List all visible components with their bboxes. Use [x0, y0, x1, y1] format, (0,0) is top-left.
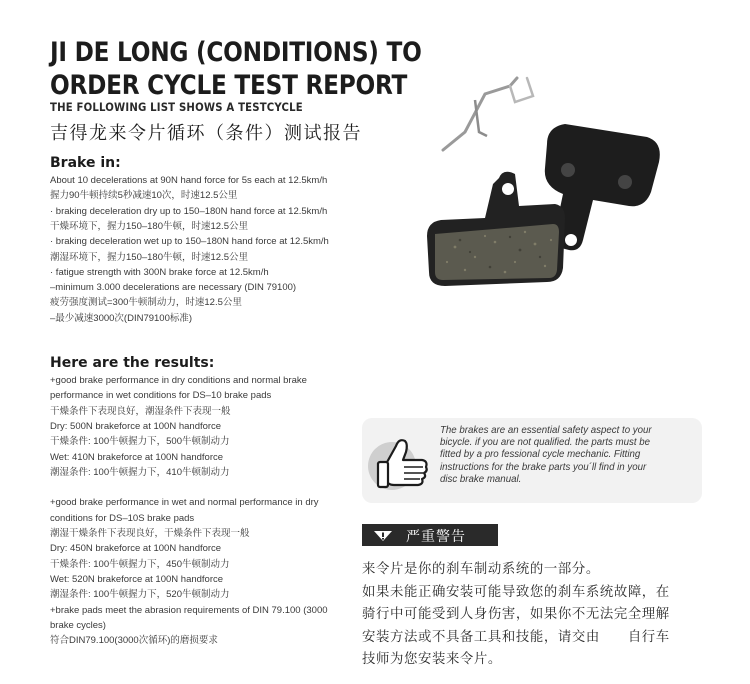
result-line: 符合DIN79.100(3000次循环)的磨损要求 [50, 635, 218, 647]
chinese-title: 吉得龙来令片循环（条件）测试报告 [50, 123, 362, 143]
chinese-warning-line: 骑行中可能受到人身伤害，如果你不无法完全理解 [362, 606, 670, 621]
result-line: Wet: 410N brakeforce at 100N handforce [50, 451, 224, 463]
safety-notice-text [440, 425, 695, 486]
result-line: brake cycles) [50, 619, 106, 631]
result-line: Wet: 520N brakeforce at 100N handforce [50, 573, 224, 585]
notice-line: disc brake manual. [440, 473, 522, 485]
brake-in-heading: Brake in: [50, 155, 121, 171]
result-line: Dry: 450N brakeforce at 100N handforce [50, 543, 222, 555]
brake-in-line: –最少减速3000次(DIN79100标准) [50, 312, 193, 324]
brake-in-line: About 10 decelerations at 90N hand force for 5s each at 12.5km/h [50, 175, 328, 186]
brake-in-line: 握力90牛顿持续5秒减速10次，时速12.5公里 [50, 190, 238, 202]
result-line: 干燥条件: 100牛顿握力下，500牛顿制动力 [50, 436, 230, 448]
result-line: 潮湿条件: 100牛顿握力下，410牛顿制动力 [50, 466, 230, 478]
notice-line: bicycle. if you are not qualified. the parts must be [440, 437, 651, 449]
brake-in-line: 干燥环境下，握力150–180牛顿，时速12.5公里 [50, 220, 248, 232]
brake-in-line: · braking deceleration dry up to 150–180N hand force at 12.5km/h [50, 205, 328, 217]
chinese-warning-line: 技师为您安装来令片。 [362, 651, 502, 666]
result-line: 潮湿条件: 100牛顿握力下，520牛顿制动力 [50, 589, 230, 601]
result-line: +brake pads meet the abrasion requirements of DIN 79.100 (3000 [50, 604, 328, 616]
notice-line: The brakes are an essential safety aspect to your [440, 425, 652, 436]
brake-in-line: · braking deceleration wet up to 150–180N hand force at 12.5km/h [50, 236, 329, 248]
brake-in-line: · fatigue strength with 300N brake force at 12.5km/h [50, 266, 269, 278]
result-line: +good brake performance in dry conditions and normal brake [50, 375, 307, 386]
result-line: 潮湿干燥条件下表现良好，干燥条件下表现一般 [50, 528, 250, 539]
result-line: 干燥条件下表现良好，潮湿条件下表现一般 [50, 405, 231, 417]
result-line: conditions for DS–10S brake pads [50, 512, 195, 524]
result-line: Dry: 500N brakeforce at 100N handforce [50, 420, 222, 432]
chinese-warning-line: 安装方法或不具备工具和技能，请交由 自行车 [362, 628, 670, 644]
result-line: performance in wet conditions for DS–10 brake pads [50, 390, 272, 402]
title-line-1: JI DE LONG (CONDITIONS) TO [50, 37, 422, 68]
page-title [50, 36, 422, 102]
brake-pads-image [415, 72, 695, 292]
chinese-warning-line: 来令片是你的刹车制动系统的一部分。 [362, 561, 600, 576]
subtitle: THE FOLLOWING LIST SHOWS A TESTCYCLE [50, 100, 303, 114]
notice-line: fitted by a pro fessional cycle mechanic. Fitting [440, 449, 641, 461]
brake-in-line: –minimum 3.000 decelerations are necessary (DIN 79100) [50, 282, 297, 294]
result-line: +good brake performance in wet and normal performance in dry [50, 497, 319, 509]
title-line-2: ORDER CYCLE TEST REPORT [50, 70, 408, 101]
brake-in-line: 潮湿环境下，握力150–180牛顿，时速12.5公里 [50, 251, 248, 263]
thumbs-up-icon [366, 426, 434, 496]
alert-label: 严重警告 [406, 528, 466, 544]
chinese-warning-line: 如果未能正确安装可能导致您的刹车系统故障，在 [362, 583, 670, 599]
result-line: 干燥条件: 100牛顿握力下，450牛顿制动力 [50, 558, 230, 570]
notice-line: instructions for the brake parts you´ll find in your [440, 461, 647, 473]
results-heading: Here are the results: [50, 355, 215, 371]
warning-triangle-icon [373, 530, 393, 542]
brake-in-line: 疲劳强度测试=300牛顿制动力，时速12.5公里 [50, 297, 242, 309]
